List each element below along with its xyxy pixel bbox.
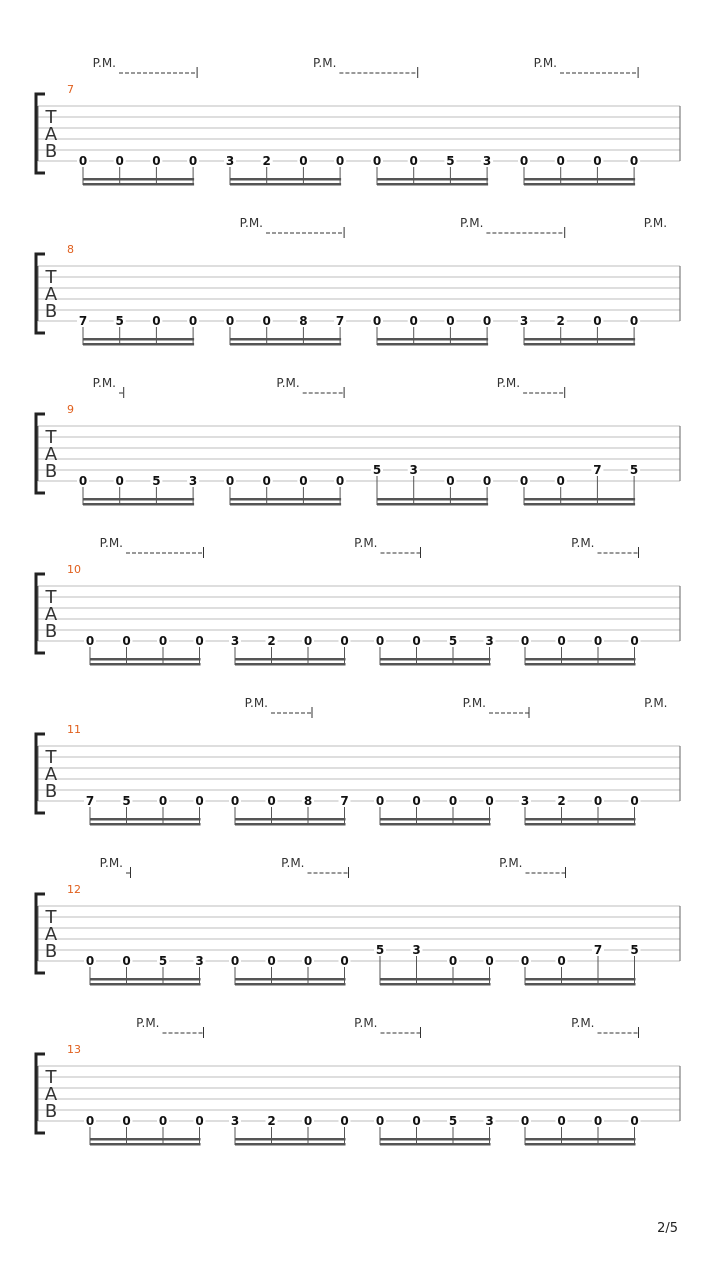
fret-number: 3 bbox=[225, 154, 235, 168]
fret-number: 5 bbox=[122, 794, 131, 808]
beam bbox=[90, 983, 201, 986]
palm-mute-label: P.M. bbox=[276, 376, 300, 390]
fret-number: 0 bbox=[520, 954, 530, 968]
measure-number: 13 bbox=[67, 1043, 81, 1056]
fret-number: 7 bbox=[335, 314, 345, 328]
beam bbox=[525, 658, 636, 661]
fret-number: 3 bbox=[485, 1114, 494, 1128]
fret-number: 0 bbox=[225, 474, 235, 488]
fret-number: 0 bbox=[446, 474, 455, 488]
beam bbox=[235, 1143, 346, 1146]
fret-number: 0 bbox=[372, 154, 382, 168]
tab-clef-letter: T bbox=[45, 427, 57, 448]
tab-clef-letter: B bbox=[44, 621, 58, 642]
fret-number: 5 bbox=[448, 634, 458, 648]
tab-clef-letter: B bbox=[44, 781, 58, 802]
fret-number: 0 bbox=[188, 314, 198, 328]
fret-number: 0 bbox=[375, 794, 385, 808]
palm-mute-label: P.M. bbox=[313, 56, 337, 70]
fret-number: 0 bbox=[630, 634, 639, 648]
tab-clef-letter: B bbox=[44, 1101, 58, 1122]
fret-number: 5 bbox=[629, 463, 639, 477]
beam bbox=[235, 658, 346, 661]
beam bbox=[83, 183, 194, 186]
fret-number: 0 bbox=[195, 1114, 204, 1128]
tab-clef-letter: A bbox=[44, 124, 58, 145]
beam bbox=[235, 1138, 346, 1141]
tab-clef-letter: B bbox=[44, 461, 58, 482]
fret-number: 0 bbox=[630, 794, 639, 808]
beam bbox=[235, 663, 346, 666]
tab-system-8 bbox=[36, 216, 680, 346]
beam bbox=[90, 823, 201, 826]
palm-mute-label: P.M. bbox=[244, 696, 268, 710]
fret-number: 0 bbox=[629, 154, 639, 168]
beam bbox=[83, 498, 194, 501]
tab-system-11 bbox=[36, 696, 680, 826]
fret-number: 0 bbox=[335, 474, 345, 488]
fret-number: 0 bbox=[482, 474, 492, 488]
beam bbox=[90, 1138, 201, 1141]
fret-number: 0 bbox=[409, 154, 418, 168]
fret-number: 0 bbox=[122, 634, 131, 648]
beam bbox=[380, 658, 491, 661]
beam bbox=[235, 823, 346, 826]
beam bbox=[90, 818, 201, 821]
fret-number: 0 bbox=[230, 954, 240, 968]
tab-clef-letter: B bbox=[44, 301, 58, 322]
beam bbox=[377, 338, 488, 341]
fret-number: 0 bbox=[85, 634, 95, 648]
fret-number: 0 bbox=[299, 474, 308, 488]
fret-number: 0 bbox=[412, 634, 421, 648]
beam bbox=[524, 498, 635, 501]
fret-number: 7 bbox=[78, 314, 88, 328]
fret-number: 0 bbox=[158, 794, 168, 808]
fret-number: 5 bbox=[115, 314, 124, 328]
tab-clef-letter: A bbox=[44, 444, 58, 465]
palm-mute-label: P.M. bbox=[92, 376, 116, 390]
palm-mute-label: P.M. bbox=[239, 216, 263, 230]
tab-system-9 bbox=[36, 376, 680, 506]
fret-number: 0 bbox=[340, 1114, 349, 1128]
tab-clef-letter: B bbox=[44, 141, 58, 162]
fret-number: 0 bbox=[630, 1114, 639, 1128]
fret-number: 0 bbox=[446, 314, 455, 328]
palm-mute-label: P.M. bbox=[99, 856, 123, 870]
fret-number: 0 bbox=[303, 954, 313, 968]
beam bbox=[230, 183, 341, 186]
fret-number: 0 bbox=[557, 1114, 566, 1128]
fret-number: 3 bbox=[195, 954, 204, 968]
tab-system-13 bbox=[36, 1016, 680, 1146]
fret-number: 0 bbox=[262, 474, 271, 488]
beam bbox=[90, 658, 201, 661]
fret-number: 0 bbox=[78, 154, 88, 168]
tab-clef-letter: T bbox=[45, 907, 57, 928]
beam bbox=[380, 818, 491, 821]
measure-number: 12 bbox=[67, 883, 81, 896]
tab-clef-letter: T bbox=[45, 267, 57, 288]
fret-number: 0 bbox=[557, 634, 566, 648]
palm-mute-label: P.M. bbox=[533, 56, 557, 70]
measure-number: 8 bbox=[67, 243, 74, 256]
beam bbox=[380, 823, 491, 826]
beam bbox=[230, 178, 341, 181]
beam bbox=[377, 343, 488, 346]
beam bbox=[377, 183, 488, 186]
fret-number: 0 bbox=[556, 474, 565, 488]
fret-number: 0 bbox=[303, 1114, 313, 1128]
fret-number: 5 bbox=[448, 1114, 458, 1128]
fret-number: 2 bbox=[262, 154, 271, 168]
fret-number: 0 bbox=[267, 794, 276, 808]
tab-clef-letter: A bbox=[44, 924, 58, 945]
fret-number: 0 bbox=[448, 794, 458, 808]
fret-number: 0 bbox=[375, 1114, 385, 1128]
beam bbox=[524, 178, 635, 181]
fret-number: 0 bbox=[195, 634, 204, 648]
palm-mute-label: P.M. bbox=[281, 856, 305, 870]
fret-number: 0 bbox=[375, 634, 385, 648]
palm-mute-label: P.M. bbox=[496, 376, 521, 390]
fret-number: 0 bbox=[188, 154, 198, 168]
beam bbox=[377, 498, 488, 501]
tab-clef-letter: T bbox=[45, 1067, 57, 1088]
beam bbox=[524, 343, 635, 346]
palm-mute-label: P.M. bbox=[499, 856, 523, 870]
fret-number: 7 bbox=[593, 943, 603, 957]
beam bbox=[235, 983, 346, 986]
beam bbox=[235, 818, 346, 821]
fret-number: 2 bbox=[556, 314, 565, 328]
fret-number: 3 bbox=[520, 794, 530, 808]
fret-number: 0 bbox=[593, 634, 603, 648]
fret-number: 5 bbox=[446, 154, 455, 168]
tab-clef-letter: B bbox=[44, 941, 58, 962]
palm-mute-label: P.M. bbox=[643, 216, 668, 230]
fret-number: 0 bbox=[519, 474, 529, 488]
fret-number: 8 bbox=[299, 314, 308, 328]
beam bbox=[83, 503, 194, 506]
fret-number: 0 bbox=[195, 794, 204, 808]
fret-number: 0 bbox=[78, 474, 88, 488]
fret-number: 5 bbox=[158, 954, 168, 968]
beam bbox=[83, 178, 194, 181]
palm-mute-label: P.M. bbox=[354, 536, 378, 550]
beam bbox=[524, 503, 635, 506]
beam bbox=[377, 503, 488, 506]
fret-number: 3 bbox=[409, 463, 418, 477]
beam bbox=[525, 1138, 636, 1141]
fret-number: 0 bbox=[593, 154, 602, 168]
beam bbox=[525, 1143, 636, 1146]
fret-number: 0 bbox=[520, 634, 530, 648]
palm-mute-label: P.M. bbox=[571, 536, 595, 550]
fret-number: 0 bbox=[412, 794, 421, 808]
fret-number: 3 bbox=[230, 634, 240, 648]
palm-mute-label: P.M. bbox=[136, 1016, 160, 1030]
fret-number: 0 bbox=[115, 474, 124, 488]
beam bbox=[525, 983, 636, 986]
beam bbox=[230, 338, 341, 341]
fret-number: 7 bbox=[340, 794, 349, 808]
beam bbox=[90, 978, 201, 981]
fret-number: 0 bbox=[485, 954, 494, 968]
palm-mute-label: P.M. bbox=[354, 1016, 378, 1030]
beam bbox=[525, 818, 636, 821]
palm-mute-label: P.M. bbox=[460, 216, 484, 230]
beam bbox=[235, 978, 346, 981]
beam bbox=[230, 498, 341, 501]
fret-number: 0 bbox=[556, 154, 565, 168]
palm-mute-label: P.M. bbox=[571, 1016, 595, 1030]
beam bbox=[380, 978, 491, 981]
fret-number: 0 bbox=[340, 954, 349, 968]
fret-number: 0 bbox=[303, 634, 313, 648]
palm-mute-label: P.M. bbox=[99, 536, 123, 550]
fret-number: 0 bbox=[299, 154, 308, 168]
fret-number: 5 bbox=[372, 463, 382, 477]
fret-number: 0 bbox=[593, 1114, 603, 1128]
fret-number: 0 bbox=[335, 154, 345, 168]
fret-number: 3 bbox=[482, 154, 492, 168]
fret-number: 0 bbox=[230, 794, 240, 808]
beam bbox=[524, 183, 635, 186]
fret-number: 0 bbox=[593, 794, 603, 808]
fret-number: 3 bbox=[412, 943, 421, 957]
fret-number: 0 bbox=[557, 954, 566, 968]
beam bbox=[90, 663, 201, 666]
beam bbox=[380, 1143, 491, 1146]
fret-number: 5 bbox=[152, 474, 161, 488]
beam bbox=[83, 343, 194, 346]
beam bbox=[524, 338, 635, 341]
fret-number: 0 bbox=[122, 1114, 131, 1128]
fret-number: 0 bbox=[122, 954, 131, 968]
beam bbox=[230, 503, 341, 506]
fret-number: 0 bbox=[225, 314, 235, 328]
tab-system-7 bbox=[36, 56, 680, 186]
fret-number: 0 bbox=[519, 154, 529, 168]
beam bbox=[377, 178, 488, 181]
tab-clef-letter: A bbox=[44, 1084, 58, 1105]
fret-number: 8 bbox=[303, 794, 313, 808]
beam bbox=[380, 983, 491, 986]
measure-number: 10 bbox=[67, 563, 81, 576]
page-indicator: 2/5 bbox=[657, 1221, 678, 1236]
tab-system-10 bbox=[36, 536, 680, 666]
beam bbox=[230, 343, 341, 346]
fret-number: 0 bbox=[158, 634, 168, 648]
fret-number: 0 bbox=[485, 794, 494, 808]
tab-clef-letter: A bbox=[44, 604, 58, 625]
fret-number: 0 bbox=[412, 1114, 421, 1128]
beam bbox=[380, 1138, 491, 1141]
measure-number: 7 bbox=[67, 83, 74, 96]
fret-number: 7 bbox=[85, 794, 95, 808]
fret-number: 0 bbox=[520, 1114, 530, 1128]
fret-number: 0 bbox=[593, 314, 602, 328]
fret-number: 0 bbox=[115, 154, 124, 168]
tab-clef-letter: A bbox=[44, 764, 58, 785]
beam bbox=[525, 823, 636, 826]
tab-clef-letter: T bbox=[45, 107, 57, 128]
beam bbox=[525, 663, 636, 666]
fret-number: 0 bbox=[85, 1114, 95, 1128]
fret-number: 2 bbox=[267, 634, 276, 648]
fret-number: 0 bbox=[409, 314, 418, 328]
palm-mute-label: P.M. bbox=[644, 696, 668, 710]
fret-number: 0 bbox=[262, 314, 271, 328]
fret-number: 0 bbox=[85, 954, 95, 968]
fret-number: 3 bbox=[230, 1114, 240, 1128]
fret-number: 3 bbox=[188, 474, 198, 488]
fret-number: 0 bbox=[340, 634, 349, 648]
fret-number: 0 bbox=[482, 314, 492, 328]
fret-number: 5 bbox=[375, 943, 385, 957]
tab-clef-letter: T bbox=[45, 747, 57, 768]
measure-number: 9 bbox=[67, 403, 74, 416]
fret-number: 0 bbox=[372, 314, 382, 328]
fret-number: 2 bbox=[557, 794, 566, 808]
fret-number: 0 bbox=[152, 154, 161, 168]
palm-mute-label: P.M. bbox=[462, 696, 486, 710]
palm-mute-label: P.M. bbox=[92, 56, 116, 70]
fret-number: 0 bbox=[158, 1114, 168, 1128]
beam bbox=[525, 978, 636, 981]
beam bbox=[83, 338, 194, 341]
fret-number: 2 bbox=[267, 1114, 276, 1128]
tab-clef-letter: A bbox=[44, 284, 58, 305]
fret-number: 5 bbox=[630, 943, 639, 957]
fret-number: 7 bbox=[593, 463, 602, 477]
tab-clef-letter: T bbox=[45, 587, 57, 608]
fret-number: 0 bbox=[267, 954, 276, 968]
tab-system-12 bbox=[36, 856, 680, 986]
fret-number: 0 bbox=[629, 314, 639, 328]
fret-number: 0 bbox=[448, 954, 458, 968]
measure-number: 11 bbox=[67, 723, 81, 736]
fret-number: 3 bbox=[485, 634, 494, 648]
fret-number: 0 bbox=[152, 314, 161, 328]
fret-number: 3 bbox=[519, 314, 529, 328]
beam bbox=[90, 1143, 201, 1146]
beam bbox=[380, 663, 491, 666]
